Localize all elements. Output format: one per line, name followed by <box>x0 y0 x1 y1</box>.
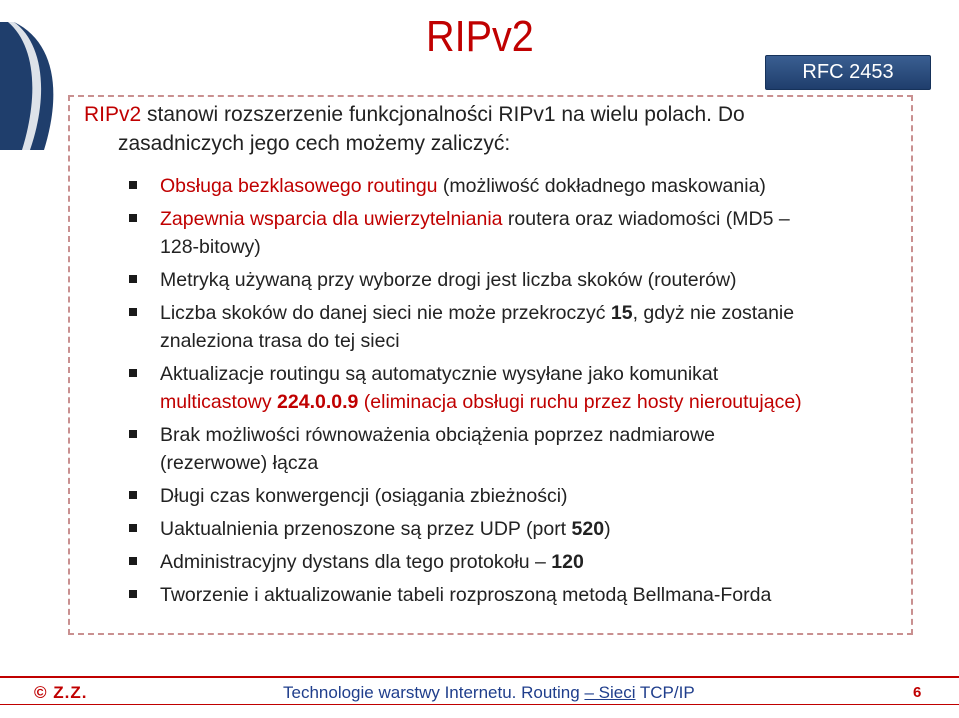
list-item-text: Administracyjny dystans dla tego protokołu – <box>160 551 552 573</box>
footer-text-part: TCP/IP <box>635 683 695 702</box>
bullet-square-icon <box>129 369 137 377</box>
page-number: 6 <box>913 684 922 701</box>
list-item <box>124 421 884 477</box>
intro-line-1 <box>84 100 904 129</box>
list-item-highlight: Obsługa bezklasowego routingu <box>160 175 438 197</box>
bullet-square-icon <box>129 491 137 499</box>
bullet-square-icon <box>129 590 137 598</box>
list-item-highlight: (eliminacja obsługi ruchu przez hosty nieroutujące) <box>358 391 802 413</box>
footer-divider <box>0 676 959 678</box>
list-item-text: Tworzenie i aktualizowanie tabeli rozproszoną metodą Bellmana-Forda <box>160 584 772 606</box>
multicast-address: 224.0.0.9 <box>277 391 359 413</box>
slide-title: RIPv2 <box>425 12 534 61</box>
list-item-text-line2: (rezerwowe) łącza <box>160 452 319 474</box>
list-item-text: (możliwość dokładnego maskowania) <box>437 175 766 197</box>
list-item <box>124 482 884 510</box>
list-item-text-line2: 128-bitowy) <box>160 236 261 258</box>
bullet-square-icon <box>129 308 137 316</box>
intro-text: stanowi rozszerzenie funkcjonalności RIPv1 na wielu polach. Do <box>141 103 745 126</box>
list-item <box>124 266 884 294</box>
bullet-square-icon <box>129 430 137 438</box>
footer-text-part: – Sieci <box>584 683 636 702</box>
list-item-highlight: Zapewnia wsparcia dla uwierzytelniania <box>160 208 503 230</box>
author-logo: © Z.Z. <box>34 683 88 702</box>
list-item-text: Liczba skoków do danej sieci nie może przekroczyć <box>160 302 611 324</box>
intro-highlight: RIPv2 <box>84 103 142 126</box>
feature-list <box>124 172 884 609</box>
list-item <box>124 299 884 355</box>
bullet-square-icon <box>129 214 137 222</box>
intro-paragraph <box>84 100 904 158</box>
list-item-text: routera oraz wiadomości (MD5 – <box>502 208 790 230</box>
bullet-square-icon <box>129 524 137 532</box>
admin-distance-value: 120 <box>551 551 584 573</box>
list-item <box>124 360 884 416</box>
list-item-text: Aktualizacje routingu są automatycznie wysyłane jako komunikat <box>160 363 719 385</box>
bullet-square-icon <box>129 557 137 565</box>
footer-divider-bottom <box>0 704 959 705</box>
list-item-text: Brak możliwości równoważenia obciążenia poprzez nadmiarowe <box>160 424 715 446</box>
list-item-text: Metryką używaną przy wyborze drogi jest liczba skoków (routerów) <box>160 269 737 291</box>
udp-port-value: 520 <box>571 518 605 540</box>
hop-limit-value: 15 <box>610 302 633 324</box>
list-item-text: ) <box>604 518 611 540</box>
bullet-square-icon <box>129 275 137 283</box>
footer-title <box>283 683 695 703</box>
list-item <box>124 581 884 609</box>
list-item-text: Długi czas konwergencji (osiągania zbieżności) <box>160 485 568 507</box>
bullet-square-icon <box>129 181 137 189</box>
list-item <box>124 172 884 200</box>
rfc-tag: RFC 2453 <box>765 55 931 90</box>
list-item <box>124 515 884 543</box>
intro-line-2: zasadniczych jego cech możemy zaliczyć: <box>118 132 511 155</box>
list-item-text: , gdyż nie zostanie <box>632 302 795 324</box>
list-item-highlight: multicastowy <box>160 391 278 413</box>
list-item-text: Uaktualnienia przenoszone są przez UDP (port <box>160 518 572 540</box>
list-item-text-line2: znaleziona trasa do tej sieci <box>160 330 400 352</box>
list-item <box>124 205 884 261</box>
footer-text-part: Technologie warstwy Internetu. Routing <box>283 683 585 702</box>
list-item <box>124 548 884 576</box>
